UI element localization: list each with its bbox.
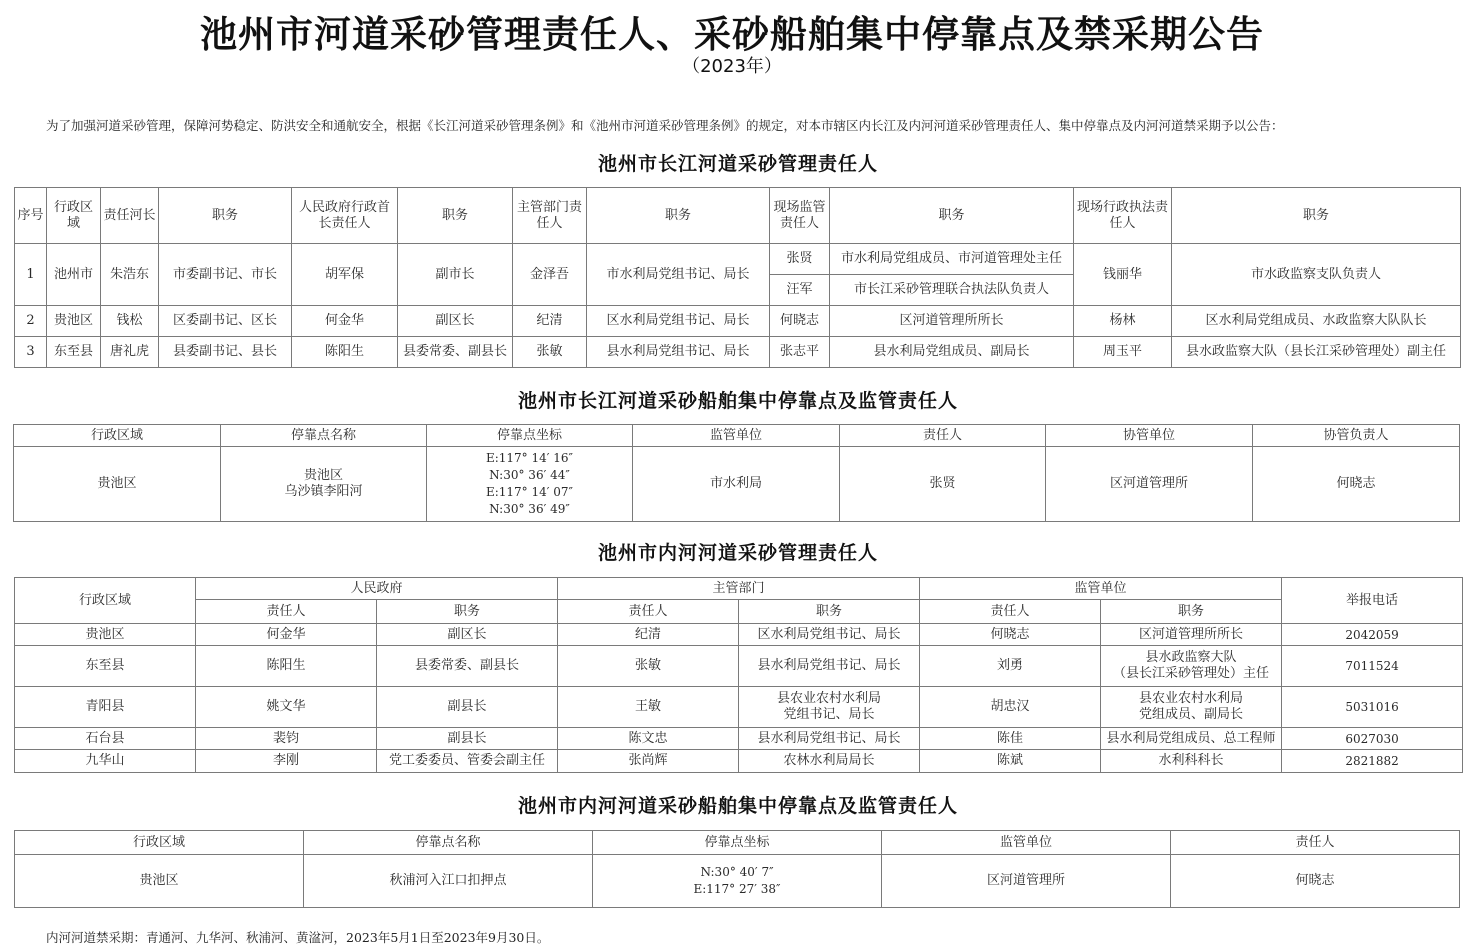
cell: 裴钧 xyxy=(196,728,377,750)
header-cell: 责任人 xyxy=(196,600,377,624)
cell: 钱丽华 xyxy=(1074,244,1172,306)
header-cell: 行政区域 xyxy=(15,831,304,855)
header-cell: 主管部门责任人 xyxy=(513,188,587,244)
cell: 市水政监察支队负责人 xyxy=(1172,244,1461,306)
header-cell: 行政区域 xyxy=(14,425,221,447)
cell-coordinates xyxy=(427,447,633,522)
cell: 胡军保 xyxy=(292,244,398,306)
header-cell: 主管部门 xyxy=(558,578,920,600)
table-row xyxy=(15,687,1463,728)
cell: 石台县 xyxy=(15,728,196,750)
cell-region: 贵池区 xyxy=(15,855,304,908)
table-row xyxy=(15,624,1463,646)
header-cell: 行政区域 xyxy=(15,578,196,624)
cell: 青阳县 xyxy=(15,687,196,728)
cell: 张志平 xyxy=(770,337,830,368)
table-row xyxy=(15,646,1463,687)
cell: 刘勇 xyxy=(920,646,1101,687)
header-cell: 职务 xyxy=(398,188,513,244)
table-header-row xyxy=(14,425,1460,447)
header-cell: 职务 xyxy=(587,188,770,244)
cell: 陈斌 xyxy=(920,750,1101,773)
cell: 副县长 xyxy=(377,687,558,728)
post-line: 县农业农村水利局 xyxy=(777,691,882,706)
header-cell: 停靠点坐标 xyxy=(593,831,882,855)
coordinate: N:30° 40′ 7″ xyxy=(700,865,774,879)
header-cell: 监管单位 xyxy=(920,578,1282,600)
section-title-inland-managers: 池州市内河河道采砂管理责任人 xyxy=(597,542,878,564)
coordinate: E:117° 14′ 16″ xyxy=(485,451,574,465)
table-header-row xyxy=(15,600,1463,624)
section-title-yangtze-managers: 池州市长江河道采砂管理责任人 xyxy=(597,153,878,175)
cell: 张敏 xyxy=(513,337,587,368)
cell-unit: 市水利局 xyxy=(633,447,840,522)
cell: 副区长 xyxy=(377,624,558,646)
post-line: （县长江采砂管理处）主任 xyxy=(1113,666,1270,681)
cell: 农林水利局局长 xyxy=(739,750,920,773)
cell: 3 xyxy=(15,337,47,368)
cell: 李刚 xyxy=(196,750,377,773)
cell: 周玉平 xyxy=(1074,337,1172,368)
cell-coordinates xyxy=(593,855,882,908)
cell: 县水利局党组书记、局长 xyxy=(739,728,920,750)
cell: 5031016 xyxy=(1282,687,1463,728)
table-header-row xyxy=(15,831,1460,855)
header-cell: 职务 xyxy=(377,600,558,624)
cell: 张贤 xyxy=(770,244,830,275)
header-cell: 现场行政执法责任人 xyxy=(1074,188,1172,244)
cell-berth-name xyxy=(221,447,427,522)
cell: 王敏 xyxy=(558,687,739,728)
cell: 县水利局党组书记、局长 xyxy=(739,646,920,687)
cell: 水利科科长 xyxy=(1101,750,1282,773)
cell: 陈佳 xyxy=(920,728,1101,750)
inland-berths-table xyxy=(14,830,1460,908)
coordinate: N:30° 36′ 44″ xyxy=(489,468,570,482)
cell: 2042059 xyxy=(1282,624,1463,646)
table-row xyxy=(14,447,1460,522)
cell: 副市长 xyxy=(398,244,513,306)
cell-person: 何晓志 xyxy=(1171,855,1460,908)
table-row xyxy=(15,728,1463,750)
header-cell: 责任河长 xyxy=(101,188,159,244)
post-line: 县水政监察大队 xyxy=(1145,650,1237,665)
header-cell: 职务 xyxy=(739,600,920,624)
coordinate: E:117° 14′ 07″ xyxy=(485,485,574,499)
cell: 县水利局党组成员、副局长 xyxy=(830,337,1074,368)
cell: 县委副书记、县长 xyxy=(159,337,292,368)
yangtze-berths-table xyxy=(13,424,1460,522)
cell: 县水利局党组书记、局长 xyxy=(587,337,770,368)
cell: 2 xyxy=(15,306,47,337)
cell: 纪清 xyxy=(513,306,587,337)
cell: 何金华 xyxy=(196,624,377,646)
berth-name-line: 贵池区 xyxy=(303,468,343,483)
cell-person: 张贤 xyxy=(840,447,1046,522)
table-row xyxy=(15,306,1461,337)
cell: 陈文忠 xyxy=(558,728,739,750)
cell: 贵池区 xyxy=(47,306,101,337)
header-cell: 停靠点名称 xyxy=(221,425,427,447)
cell: 陈阳生 xyxy=(292,337,398,368)
coordinate: E:117° 27′ 38″ xyxy=(693,882,781,896)
cell: 姚文华 xyxy=(196,687,377,728)
post-line: 县农业农村水利局 xyxy=(1139,691,1244,706)
inland-managers-table xyxy=(14,577,1463,773)
cell: 陈阳生 xyxy=(196,646,377,687)
cell: 市水利局党组成员、市河道管理处主任 xyxy=(830,244,1074,275)
cell: 党工委委员、管委会副主任 xyxy=(377,750,558,773)
cell: 区河道管理所所长 xyxy=(830,306,1074,337)
header-cell: 停靠点名称 xyxy=(304,831,593,855)
cell: 区水利局党组书记、局长 xyxy=(587,306,770,337)
table-header-row xyxy=(15,188,1461,244)
cell: 副县长 xyxy=(377,728,558,750)
cell: 县水政监察大队（县长江采砂管理处）副主任 xyxy=(1172,337,1461,368)
cell: 张尚辉 xyxy=(558,750,739,773)
cell: 7011524 xyxy=(1282,646,1463,687)
cell: 何金华 xyxy=(292,306,398,337)
header-cell: 责任人 xyxy=(840,425,1046,447)
post-line: 党组成员、副局长 xyxy=(1139,707,1244,722)
cell: 县委常委、副县长 xyxy=(377,646,558,687)
cell: 朱浩东 xyxy=(101,244,159,306)
cell: 何晓志 xyxy=(770,306,830,337)
cell: 县水利局党组成员、总工程师 xyxy=(1101,728,1282,750)
header-cell: 序号 xyxy=(15,188,47,244)
cell: 东至县 xyxy=(15,646,196,687)
header-cell: 监管单位 xyxy=(633,425,840,447)
table-row xyxy=(15,855,1460,908)
table-row xyxy=(15,750,1463,773)
cell-berth-name: 秋浦河入江口扣押点 xyxy=(304,855,593,908)
cell: 市长江采砂管理联合执法队负责人 xyxy=(830,275,1074,306)
header-cell: 职务 xyxy=(1172,188,1461,244)
intro-paragraph: 为了加强河道采砂管理，保障河势稳定、防洪安全和通航安全，根据《长江河道采砂管理条例》和《池州市河道采砂管理条例》的规定，对本市辖区内长江及内河河道采砂管理责任人、集中停靠点及内河河道禁采期予以公告： xyxy=(46,118,1284,133)
cell: 2821882 xyxy=(1282,750,1463,773)
cell: 区河道管理所所长 xyxy=(1101,624,1282,646)
header-cell: 协管负责人 xyxy=(1253,425,1460,447)
cell: 何晓志 xyxy=(920,624,1101,646)
cell: 市水利局党组书记、局长 xyxy=(587,244,770,306)
berth-name-line: 乌沙镇李阳河 xyxy=(284,484,363,499)
cell: 胡忠汉 xyxy=(920,687,1101,728)
header-cell: 行政区域 xyxy=(47,188,101,244)
coordinate: N:30° 36′ 49″ xyxy=(489,502,570,516)
header-cell: 监管单位 xyxy=(882,831,1171,855)
header-cell: 协管单位 xyxy=(1046,425,1253,447)
section-title-inland-berths: 池州市内河河道采砂船舶集中停靠点及监管责任人 xyxy=(517,795,958,817)
year-subtitle: （2023年） xyxy=(682,56,782,77)
cell: 张敏 xyxy=(558,646,739,687)
header-cell: 现场监管责任人 xyxy=(770,188,830,244)
header-cell: 职务 xyxy=(830,188,1074,244)
header-cell: 职务 xyxy=(1101,600,1282,624)
header-cell: 停靠点坐标 xyxy=(427,425,633,447)
cell: 纪清 xyxy=(558,624,739,646)
cell: 池州市 xyxy=(47,244,101,306)
cell: 区委副书记、区长 xyxy=(159,306,292,337)
cell: 贵池区 xyxy=(15,624,196,646)
cell: 副区长 xyxy=(398,306,513,337)
cell: 唐礼虎 xyxy=(101,337,159,368)
cell: 钱松 xyxy=(101,306,159,337)
cell: 市委副书记、市长 xyxy=(159,244,292,306)
table-row xyxy=(15,244,1461,275)
header-cell: 职务 xyxy=(159,188,292,244)
post-line: 党组书记、局长 xyxy=(783,707,875,722)
yangtze-managers-table xyxy=(14,187,1461,368)
header-cell: 责任人 xyxy=(1171,831,1460,855)
cell: 东至县 xyxy=(47,337,101,368)
table-row xyxy=(15,337,1461,368)
cell: 区水利局党组书记、局长 xyxy=(739,624,920,646)
cell: 金泽吾 xyxy=(513,244,587,306)
cell xyxy=(1101,687,1282,728)
header-cell: 人民政府 xyxy=(196,578,558,600)
closed-season-note: 内河河道禁采期：青通河、九华河、秋浦河、黄湓河，2023年5月1日至2023年9月30日。 xyxy=(46,930,550,945)
cell: 县委常委、副县长 xyxy=(398,337,513,368)
cell xyxy=(739,687,920,728)
table-header-row xyxy=(15,578,1463,600)
cell: 区水利局党组成员、水政监察大队队长 xyxy=(1172,306,1461,337)
header-cell: 责任人 xyxy=(558,600,739,624)
header-cell: 人民政府行政首长责任人 xyxy=(292,188,398,244)
cell: 杨林 xyxy=(1074,306,1172,337)
cell: 1 xyxy=(15,244,47,306)
cell: 6027030 xyxy=(1282,728,1463,750)
section-title-yangtze-berths: 池州市长江河道采砂船舶集中停靠点及监管责任人 xyxy=(517,390,958,412)
cell: 汪军 xyxy=(770,275,830,306)
header-cell: 责任人 xyxy=(920,600,1101,624)
page-title: 池州市河道采砂管理责任人、采砂船舶集中停靠点及禁采期公告 xyxy=(200,13,1264,56)
cell-co-unit: 区河道管理所 xyxy=(1046,447,1253,522)
cell-co-person: 何晓志 xyxy=(1253,447,1460,522)
cell-unit: 区河道管理所 xyxy=(882,855,1171,908)
cell: 九华山 xyxy=(15,750,196,773)
header-cell: 举报电话 xyxy=(1282,578,1463,624)
cell xyxy=(1101,646,1282,687)
cell-region: 贵池区 xyxy=(14,447,221,522)
